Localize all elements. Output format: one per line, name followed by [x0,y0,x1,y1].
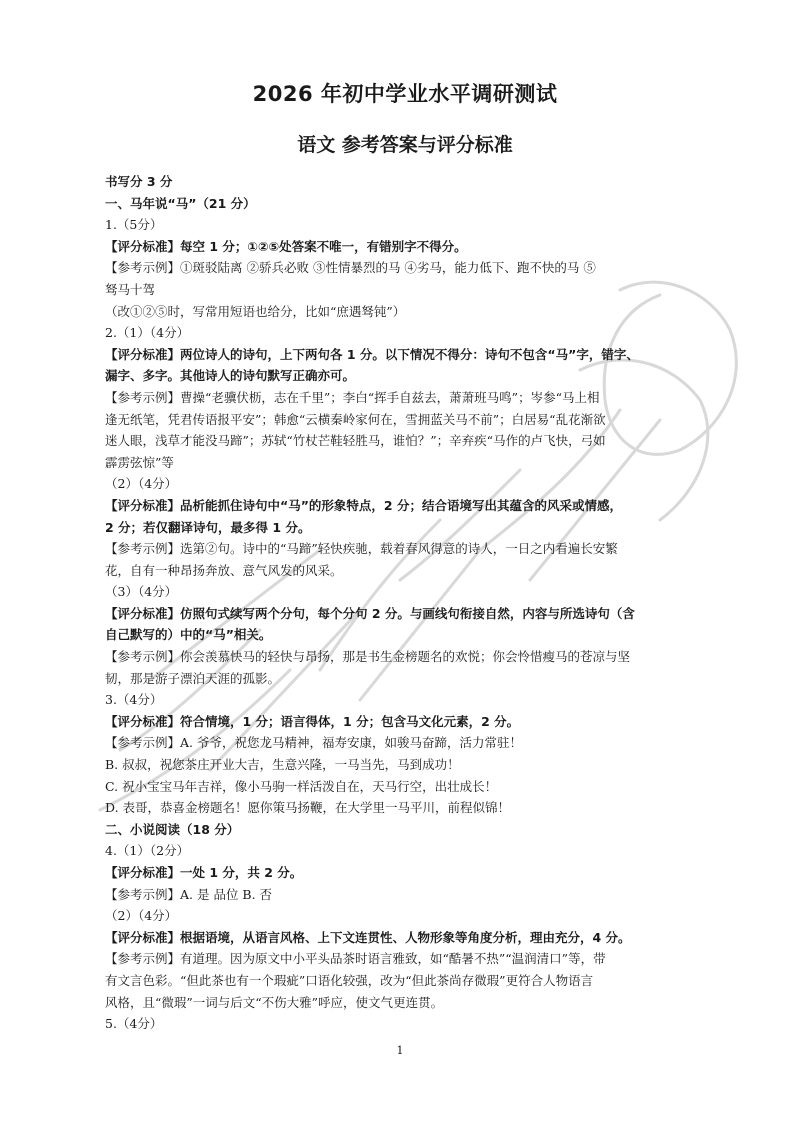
text-line: 韧，那是游子漂泊天涯的孤影。 [105,670,281,686]
text-line: 1.（5分） [105,217,163,233]
text-line: 书写分 3 分 [105,174,173,189]
text-line: 【参考示例】有道理。因为原文中小平头品茶时语言雅致，如“酷暑不热”“温润清口”等，带 [105,951,606,967]
text-line: 逢无纸笔，凭君传语报平安”；韩愈“云横秦岭家何在，雪拥蓝关马不前”；白居易“乱花渐欲 [105,411,606,427]
text-line: 【参考示例】选第②句。诗中的“马蹄”轻快疾驰，载着春风得意的诗人，一日之内看遍长安繁 [105,541,618,557]
text-line: 【参考示例】你会羡慕快马的轻快与昂扬，那是书生金榜题名的欢悦；你会怜惜瘦马的苍凉与坚 [105,649,631,665]
text-line: B. 叔叔，祝您茶庄开业大吉，生意兴隆，一马当先，马到成功！ [105,757,460,773]
text-line: （改①②⑤时，写常用短语也给分，比如“庶遇驽钝”） [105,303,406,319]
text-line: 4.（1）（2分） [105,843,190,859]
text-line: 3.（4分） [105,692,163,708]
text-line: 2.（1）（4分） [105,325,190,341]
document-body [105,78,705,1035]
text-line: 2 分；若仅翻译诗句，最多得 1 分。 [105,519,311,535]
text-line: 一、马年说“马”（21 分） [105,195,256,211]
page-title: 2026 年初中学业水平调研测试 [252,82,558,106]
text-line: 【评分标准】两位诗人的诗句，上下两句各 1 分。以下情况不得分：诗句不包含“马”字，错字、 [105,346,639,362]
text-line: D. 表哥，恭喜金榜题名！愿你策马扬鞭，在大学里一马平川，前程似锦！ [105,800,511,816]
text-line: 有文言色彩。“但此茶也有一个瑕疵”口语化较强，改为“但此茶尚存微瑕”更符合人物语言 [105,972,594,988]
text-line: 迷人眼，浅草才能没马蹄”；苏轼“竹杖芒鞋轻胜马，谁怕？”；辛弃疾“马作的卢飞快，弓如 [105,433,606,449]
text-line: C. 祝小宝宝马年吉祥，像小马驹一样活泼自在，天马行空，出壮成长！ [105,778,498,794]
text-line: 【评分标准】符合情境，1 分；语言得体，1 分；包含马文化元素，2 分。 [105,713,520,729]
text-line: 【参考示例】①斑驳陆离 ②骄兵必败 ③性情暴烈的马 ④劣马，能力低下、跑不快的马 ⑤ [105,260,596,276]
text-line: 【参考示例】A. 爷爷，祝您龙马精神，福寿安康，如骏马奋蹄，活力常驻！ [105,735,522,751]
text-line: 驽马十驾 [105,281,156,297]
text-line: 【评分标准】品析能抓住诗句中“马”的形象特点，2 分；结合语境写出其蕴含的风采或情感， [105,497,622,513]
text-line: 花，自有一种昂扬奔放、意气风发的风采。 [105,562,343,578]
page-subtitle: 语文 参考答案与评分标准 [297,134,513,156]
text-line: 【评分标准】仿照句式续写两个分句，每个分句 2 分。与画线句衔接自然，内容与所选诗句（含 [105,605,635,621]
text-line: 风格，且“微瑕”一词与后文“不伤大雅”呼应，使文气更连贯。 [105,994,444,1010]
text-line: 二、小说阅读（18 分） [105,821,240,837]
text-line: 【评分标准】根据语境，从语言风格、上下文连贯性、人物形象等角度分析，理由充分，4 分。 [105,929,631,945]
text-line: 【评分标准】每空 1 分；①②⑤处答案不唯一，有错别字不得分。 [105,238,467,254]
text-line: 自己默写的）中的“马”相关。 [105,627,272,643]
text-line: 漏字、多字。其他诗人的诗句默写正确亦可。 [105,368,356,384]
text-line: 【参考示例】A. 是 品位 B. 否 [105,886,273,902]
text-line: 霹雳弦惊”等 [105,454,174,470]
text-line: （3）（4分） [105,584,178,600]
answer-lines [105,171,705,1035]
text-line: 5.（4分） [105,1016,163,1032]
text-line: （2）（4分） [105,476,178,492]
text-line: （2）（4分） [105,908,178,924]
text-line: 【参考示例】曹操“老骥伏枥，志在千里”；李白“挥手自兹去，萧萧班马鸣”；岑参“马上相 [105,389,600,405]
page-number: 1 [396,1044,404,1057]
text-line: 【评分标准】一处 1 分，共 2 分。 [105,865,303,880]
